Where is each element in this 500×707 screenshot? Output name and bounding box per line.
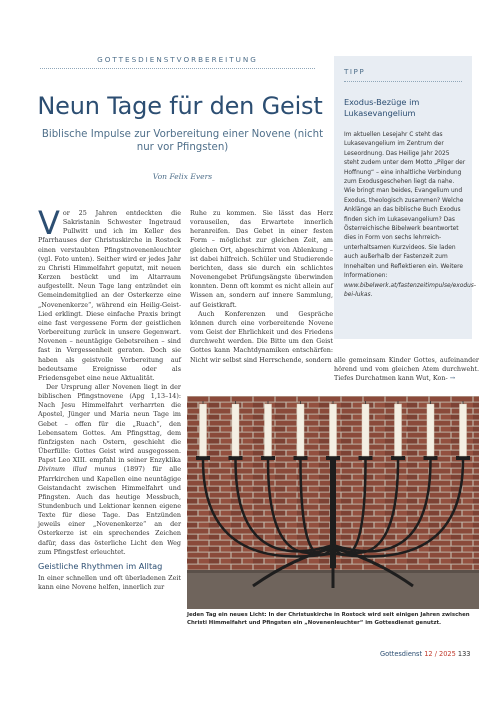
candle xyxy=(362,404,369,456)
candelabrum-stem xyxy=(330,460,336,568)
candle-holder xyxy=(261,456,275,460)
section-heading: Geistliche Rhythmen im Alltag xyxy=(38,560,163,571)
candle xyxy=(460,404,467,456)
page-number: 133 xyxy=(457,650,471,658)
tipp-title: Exodus-Bezüge im Lukasevangelium xyxy=(344,97,420,118)
article-column-2 xyxy=(190,209,333,365)
candle-holder xyxy=(229,456,243,460)
candle xyxy=(265,404,272,456)
tipp-link[interactable]: www.bibelwerk.at/fastenzeitimpulse/exodus-bei-lukas. xyxy=(344,282,477,298)
paragraph: Auch Konferenzen und Gespräche können durch eine vorbereitende Novene vom Geist der Ehrlichkeit und des Friedens durchweht werden. Die Bitte um den Geist Gottes kann Machtdynamiken entschärfen: Nicht wir selbst sind Herrschende, sondern xyxy=(190,309,333,364)
candle xyxy=(297,404,304,456)
tipp-body: Im aktuellen Lesejahr C steht das Lukasevangelium im Zentrum der Leseordnung. Das Heilige Jahr 2025 steht zudem unter dem Motto „Pilger der Hoffnung“ – eine inhaltliche Verbindung zum Exodusgeschehen liegt da nahe. Wie bringt man beides, Evangelium und Exodus, theologisch zusammen? Welche Anklänge an das biblische Buch Exodus finden sich im Lukasevangelium? Das Österreichische Bibelwerk beantwortet dies in Form von sechs lehrreich-unterhaltsamen Kurzvideos. Sie laden auch außerhalb der Fastenzeit zum Innehalten und Reflektieren ein. Weitere Informationen: www.bibelwerk.at/fastenzeitimpulse/exodus-bei-lukas. xyxy=(344,132,477,298)
continue-arrow-icon: → xyxy=(449,374,456,383)
paragraph: Der Ursprung aller Novenen liegt in der biblischen Pfingstnovene (Apg 1,13–14): Nach Jesu Himmelfahrt verharrten die Apostel, Jünger und Maria neun Tage im Gebet – offen für die „Ruach“, den Lebensatem Gottes. Am Pfingsttag, dem fünfzigsten nach Ostern, geschieht die Überfülle: Gottes Geist wird ausgegossen. Papst Leo XIII. empfahl in seiner Enzyklika Divinum illud munus (1897) für alle Pfarrkirchen und Kapellen eine neuntägige Geistandacht zwischen Himmelfahrt und Pfingsten. Auch das heutige Messbuch, Stundenbuch und Lektionar kennen eigene Texte für diese Tage. Das Entzünden jeweils einer „Novenenkerze“ an der Osterkerze ist ein sprechendes Zeichen dafür, dass das österliche Licht den Weg zum Pfingstfest erleuchtet. xyxy=(38,382,182,556)
article-subtitle: Biblische Impulse zur Vorbereitung einer Novene (nicht nur vor Pfingsten) xyxy=(41,129,324,153)
candle xyxy=(427,404,434,456)
article-column-1 xyxy=(38,204,182,592)
paragraph: or 25 Jahren entdeckten die Sakristanin Schwester Ingetraud Pullwitt und ich im Keller des Pfarrhauses der Christuskirche in Rostock einen verstaubten Pfingstnovenenleuchter (vgl. Foto unten). Seither wird er jedes Jahr zu Christi Himmelfahrt geputzt, mit neuen Kerzen bestückt und im Altarraum aufgestellt. Neun Tage lang entzündet ein Gemeindemitglied an der Osterkerze eine „Novenenkerze“, während ein Heilig-Geist-Lied erklingt. Diese einfache Praxis bringt eine fast vergessene Form der geistlichen Vorbereitung zurück in unsere Gegenwart. Novenen – neuntägige Gebetsreihen – sind fast in Vergessenheit geraten. Doch sie haben als geistvolle Vorbereitung auf bedeutsame Ereignisse oder als Friedensgebet eine neue Aktualität. xyxy=(38,209,181,382)
candle-holder xyxy=(294,456,308,460)
issue-number: 12 / 2025 xyxy=(424,650,456,658)
candle-holder xyxy=(359,456,373,460)
article-column-3 xyxy=(334,356,479,383)
candle-holder xyxy=(196,456,210,460)
dropcap: V xyxy=(38,204,60,242)
magazine-name: Gottesdienst xyxy=(380,650,423,658)
candle-holder xyxy=(424,456,438,460)
candle-holder xyxy=(456,456,470,460)
candle-holder xyxy=(391,456,405,460)
encyclical-title: Divinum illud munus xyxy=(38,465,117,474)
page-footer xyxy=(380,650,471,658)
tipp-label: TIPP xyxy=(344,67,366,76)
tipp-divider xyxy=(344,81,462,82)
paragraph: alle gemeinsam Kinder Gottes, aufeinander hörend und vom gleichen Atem durchweht. Tiefes Durchatmen kann Wut, Kon- → xyxy=(334,356,479,383)
candle xyxy=(200,404,207,456)
paragraph: Ruhe zu kommen. Sie lässt das Herz vorauseilen, das Erwartete innerlich heranreifen. Das Gebet in einer festen Form – möglichst zur gleichen Zeit, am gleichen Ort, abgeschirmt von Ablenkung – ist dabei hilfreich. Schüler und Studierende berichten, dass sie durch ein schlichtes Novenengebet Prüfungsängste überwinden konnten. Denn oft kommt es nicht allein auf Wissen an, sondern auf innere Sammlung, auf Geistkraft. xyxy=(190,209,333,309)
candelabrum-photo xyxy=(187,396,479,609)
photo-caption: Jeden Tag ein neues Licht: In der Christuskirche in Rostock wird seit einigen Jahren zwischen Christi Himmelfahrt und Pfingsten ein „Novenenleuchter“ im Gottesdienst genutzt. xyxy=(187,612,470,626)
byline: Von Felix Evers xyxy=(152,172,213,181)
candelabrum-photo-image xyxy=(187,396,479,609)
article-title: Neun Tage für den Geist xyxy=(37,92,323,120)
candle-holder xyxy=(326,456,340,460)
paragraph: In einer schnellen und oft überladenen Zeit kann eine Novene helfen, innerlich zur xyxy=(38,574,181,592)
rubric: GOTTESDIENSTVORBEREITUNG xyxy=(97,55,258,64)
candle xyxy=(395,404,402,456)
candle xyxy=(330,404,337,456)
candle xyxy=(232,404,239,456)
rubric-divider xyxy=(40,68,315,69)
